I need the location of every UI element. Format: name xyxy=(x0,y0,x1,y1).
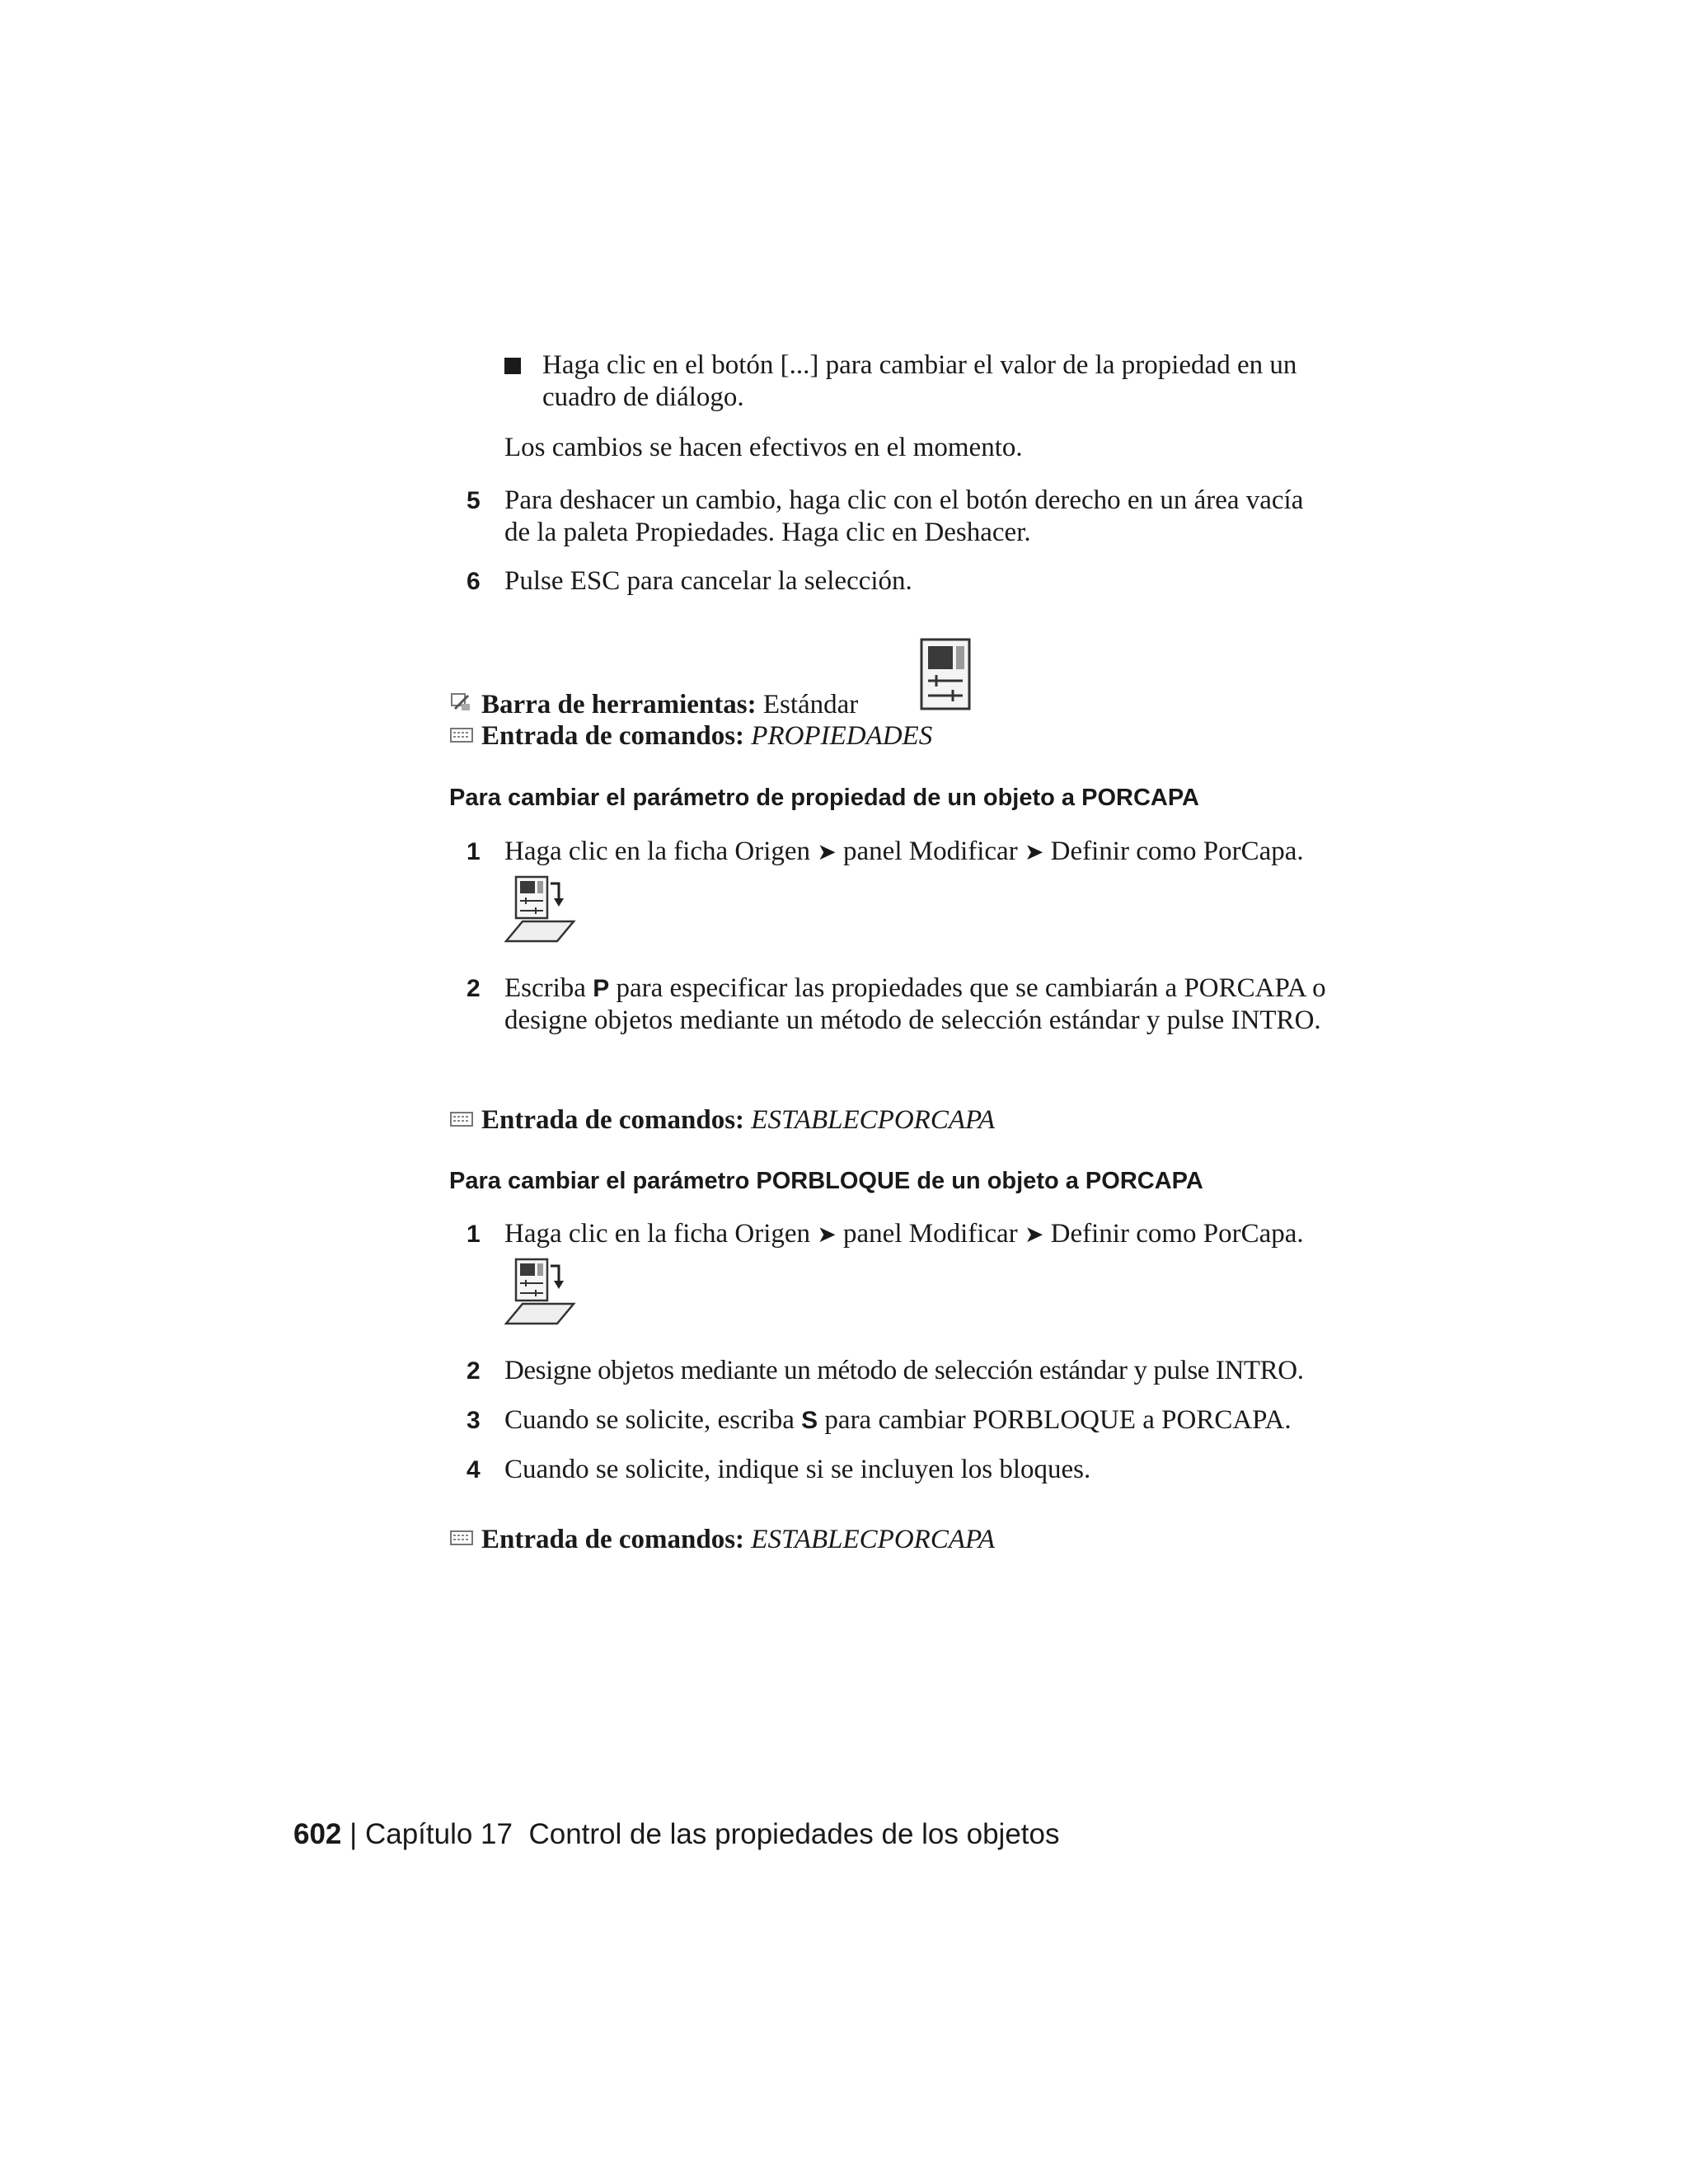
page-footer xyxy=(293,1818,1059,1851)
step-text: Designe objetos mediante un método de selección estándar y pulse INTRO. xyxy=(504,1356,1304,1385)
step-text: Para deshacer un cambio, haga clic con el botón derecho en un área vacía de la paleta Propiedades. Haga clic en Deshacer. xyxy=(504,485,1304,547)
command-ref xyxy=(481,1104,995,1137)
step-text: Cuando se solicite, indique si se incluyen los bloques. xyxy=(504,1455,1091,1484)
step-text-part: panel Modificar xyxy=(843,1219,1018,1249)
set-bylayer-icon xyxy=(504,1256,579,1325)
step-number: 5 xyxy=(467,487,481,514)
step-text xyxy=(504,972,1329,1037)
chapter-label: Capítulo 17 xyxy=(364,1818,513,1850)
step-text xyxy=(504,1404,1378,1436)
command-label: Entrada de comandos: xyxy=(481,721,745,751)
set-bylayer-icon xyxy=(504,874,579,943)
command-label: Entrada de comandos: xyxy=(481,1525,745,1554)
step-text-part: panel Modificar xyxy=(843,837,1018,866)
step-text-part: para especificar las propiedades que se cambiarán a PORCAPA o designe objetos mediante un método de selección estándar y pulse INTRO. xyxy=(504,973,1326,1035)
step-text-part: Cuando se solicite, escriba xyxy=(504,1405,795,1435)
step-number: 2 xyxy=(467,1357,481,1385)
step-text-part: Escriba xyxy=(504,973,586,1003)
step-text-part: para cambiar PORBLOQUE a PORCAPA. xyxy=(824,1405,1292,1435)
step-number: 4 xyxy=(467,1456,481,1483)
arrow-icon: ➤ xyxy=(1024,1221,1044,1248)
footer-separator: | xyxy=(349,1818,358,1850)
section-heading: Para cambiar el parámetro de propiedad de un objeto a PORCAPA xyxy=(449,785,1199,811)
command-label: Entrada de comandos: xyxy=(481,1105,745,1135)
note-text: Los cambios se hacen efectivos en el momento. xyxy=(504,433,1023,462)
section-heading: Para cambiar el parámetro PORBLOQUE de un objeto a PORCAPA xyxy=(449,1168,1203,1194)
toolbar-label: Barra de herramientas: xyxy=(481,690,757,719)
command-value: PROPIEDADES xyxy=(751,721,933,751)
step-number: 6 xyxy=(467,568,481,595)
command-ref xyxy=(481,720,932,752)
arrow-icon: ➤ xyxy=(1024,838,1044,865)
bullet-marker xyxy=(504,358,521,374)
toolbar-icon xyxy=(450,691,471,712)
properties-icon xyxy=(920,638,973,712)
step-text: Pulse ESC para cancelar la selección. xyxy=(504,566,912,596)
command-value: ESTABLECPORCAPA xyxy=(751,1105,996,1135)
step-text-part: Haga clic en la ficha Origen xyxy=(504,1219,811,1249)
step-number: 1 xyxy=(467,838,481,865)
arrow-icon: ➤ xyxy=(817,1221,837,1248)
command-ref xyxy=(481,1524,995,1556)
keyboard-icon xyxy=(450,727,473,743)
step-text xyxy=(504,836,1378,868)
step-text xyxy=(504,1218,1378,1250)
toolbar-ref xyxy=(481,689,858,721)
keyboard-icon xyxy=(450,1111,473,1127)
step-text-part: Definir como PorCapa. xyxy=(1050,837,1304,866)
chapter-title: Control de las propiedades de los objetos xyxy=(528,1818,1060,1850)
step-number: 3 xyxy=(467,1407,481,1434)
key-text: S xyxy=(801,1407,818,1434)
keyboard-icon xyxy=(450,1530,473,1546)
step-number: 2 xyxy=(467,975,481,1002)
arrow-icon: ➤ xyxy=(817,838,837,865)
bullet-text: Haga clic en el botón [...] para cambiar el valor de la propiedad en un cuadro de diálogo. xyxy=(542,350,1297,412)
page-number: 602 xyxy=(293,1818,342,1850)
toolbar-value: Estándar xyxy=(762,690,859,719)
step-text-part: Definir como PorCapa. xyxy=(1050,1219,1304,1249)
key-text: P xyxy=(593,975,610,1002)
step-text-part: Haga clic en la ficha Origen xyxy=(504,837,811,866)
step-number: 1 xyxy=(467,1221,481,1248)
command-value: ESTABLECPORCAPA xyxy=(751,1525,996,1554)
